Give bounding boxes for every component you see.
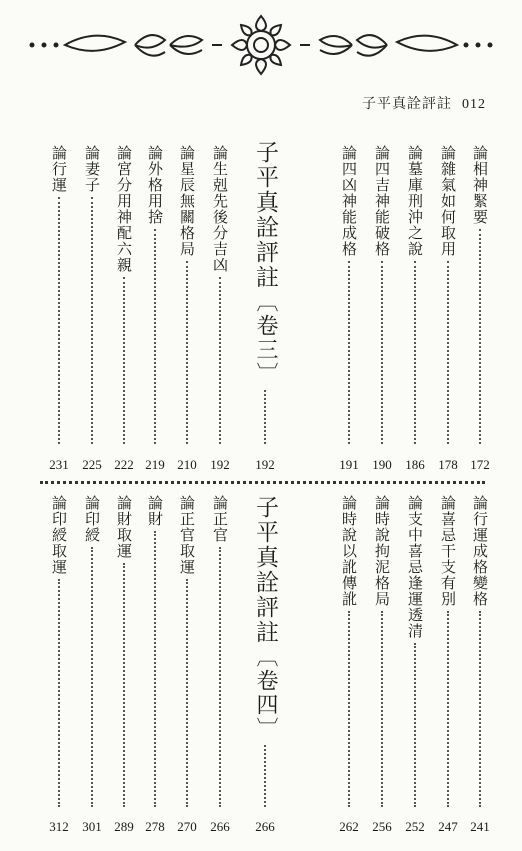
- volume-title: 子平真詮評註: [252, 140, 278, 290]
- toc-entry[interactable]: [469, 495, 491, 834]
- volume-number: ︹卷三︺: [253, 290, 278, 386]
- entry-title: 論宮分用神配六親: [115, 145, 133, 273]
- leader-dots: [186, 261, 188, 444]
- leader-dots: [348, 611, 350, 807]
- toc-entry[interactable]: [144, 145, 166, 472]
- toc-entry[interactable]: [48, 145, 70, 472]
- leader-dots: [264, 745, 266, 807]
- volume-number: ︹卷四︺: [253, 645, 278, 741]
- toc-entry[interactable]: [176, 145, 198, 472]
- leader-dots: [58, 197, 60, 444]
- entry-title: 論時說拘泥格局: [373, 495, 391, 607]
- leader-dots: [381, 261, 383, 444]
- page-number: 012: [462, 97, 486, 112]
- leader-dots: [219, 547, 221, 807]
- entry-title: 論妻子: [83, 145, 101, 193]
- leader-dots: [348, 261, 350, 444]
- toc-entry[interactable]: [209, 145, 231, 472]
- volume-page: 192: [255, 457, 275, 472]
- running-header: [362, 93, 486, 113]
- entry-page: 252: [405, 819, 425, 834]
- entry-page: 266: [210, 819, 230, 834]
- entry-page: 289: [114, 819, 134, 834]
- entry-title: 論生剋先後分吉凶: [211, 145, 229, 273]
- entry-title: 論時說以訛傳訛: [340, 495, 358, 607]
- entry-title: 論喜忌干支有別: [439, 495, 457, 607]
- leader-dots: [154, 229, 156, 444]
- leader-dots: [186, 579, 188, 807]
- toc-entry[interactable]: [404, 145, 426, 472]
- volume-page: 266: [255, 819, 275, 834]
- leader-dots: [414, 261, 416, 444]
- entry-page: 247: [438, 819, 458, 834]
- section-divider: [40, 481, 485, 484]
- entry-title: 論外格用捨: [146, 145, 164, 225]
- entry-title: 論墓庫刑沖之說: [406, 145, 424, 257]
- toc-entry[interactable]: [113, 145, 135, 472]
- leader-dots: [58, 579, 60, 807]
- entry-page: 219: [145, 457, 165, 472]
- leader-dots: [264, 390, 266, 444]
- entry-title: 論財取運: [115, 495, 133, 559]
- toc-entry[interactable]: [81, 145, 103, 472]
- entry-title: 論正官: [211, 495, 229, 543]
- toc-entry[interactable]: [437, 145, 459, 472]
- leader-dots: [91, 197, 93, 444]
- volume-heading[interactable]: [248, 140, 282, 472]
- toc-entry[interactable]: [469, 145, 491, 472]
- leader-dots: [479, 611, 481, 807]
- entry-page: 222: [114, 457, 134, 472]
- toc-entry[interactable]: [371, 145, 393, 472]
- entry-title: 論印綬取運: [50, 495, 68, 575]
- entry-page: 225: [82, 457, 102, 472]
- entry-page: 301: [82, 819, 102, 834]
- toc-entry[interactable]: [338, 495, 360, 834]
- entry-title: 論星辰無關格局: [178, 145, 196, 257]
- toc-entry[interactable]: [437, 495, 459, 834]
- entry-title: 論支中喜忌逢運透清: [406, 495, 424, 639]
- toc-entry[interactable]: [48, 495, 70, 834]
- leader-dots: [91, 547, 93, 807]
- toc-entry[interactable]: [338, 145, 360, 472]
- entry-title: 論財: [146, 495, 164, 527]
- leader-dots: [447, 261, 449, 444]
- entry-title: 論行運: [50, 145, 68, 193]
- entry-title: 論雜氣如何取用: [439, 145, 457, 257]
- entry-page: 186: [405, 457, 425, 472]
- toc-entry[interactable]: [209, 495, 231, 834]
- volume-heading[interactable]: [248, 495, 282, 834]
- entry-page: 210: [177, 457, 197, 472]
- toc-entry[interactable]: [404, 495, 426, 834]
- leader-dots: [219, 277, 221, 444]
- floral-ornament-icon: [20, 10, 502, 80]
- entry-title: 論行運成格變格: [471, 495, 489, 607]
- toc-entry[interactable]: [144, 495, 166, 834]
- entry-title: 論四吉神能破格: [373, 145, 391, 257]
- entry-page: 312: [49, 819, 69, 834]
- entry-title: 論四凶神能成格: [340, 145, 358, 257]
- leader-dots: [123, 277, 125, 444]
- toc-entry[interactable]: [176, 495, 198, 834]
- entry-page: 192: [210, 457, 230, 472]
- volume-title: 子平真詮評註: [252, 495, 278, 645]
- entry-page: 270: [177, 819, 197, 834]
- entry-page: 178: [438, 457, 458, 472]
- header-title: 子平真詮評註: [362, 96, 452, 112]
- entry-title: 論相神緊要: [471, 145, 489, 225]
- toc-entry[interactable]: [81, 495, 103, 834]
- entry-page: 172: [470, 457, 490, 472]
- toc-entry[interactable]: [371, 495, 393, 834]
- leader-dots: [381, 611, 383, 807]
- entry-page: 278: [145, 819, 165, 834]
- entry-page: 190: [372, 457, 392, 472]
- leader-dots: [414, 643, 416, 807]
- entry-page: 231: [49, 457, 69, 472]
- leader-dots: [447, 611, 449, 807]
- entry-title: 論正官取運: [178, 495, 196, 575]
- leader-dots: [123, 563, 125, 807]
- entry-title: 論印綬: [83, 495, 101, 543]
- entry-page: 256: [372, 819, 392, 834]
- entry-page: 262: [339, 819, 359, 834]
- entry-page: 191: [339, 457, 359, 472]
- entry-page: 241: [470, 819, 490, 834]
- leader-dots: [154, 531, 156, 807]
- toc-entry[interactable]: [113, 495, 135, 834]
- leader-dots: [479, 229, 481, 444]
